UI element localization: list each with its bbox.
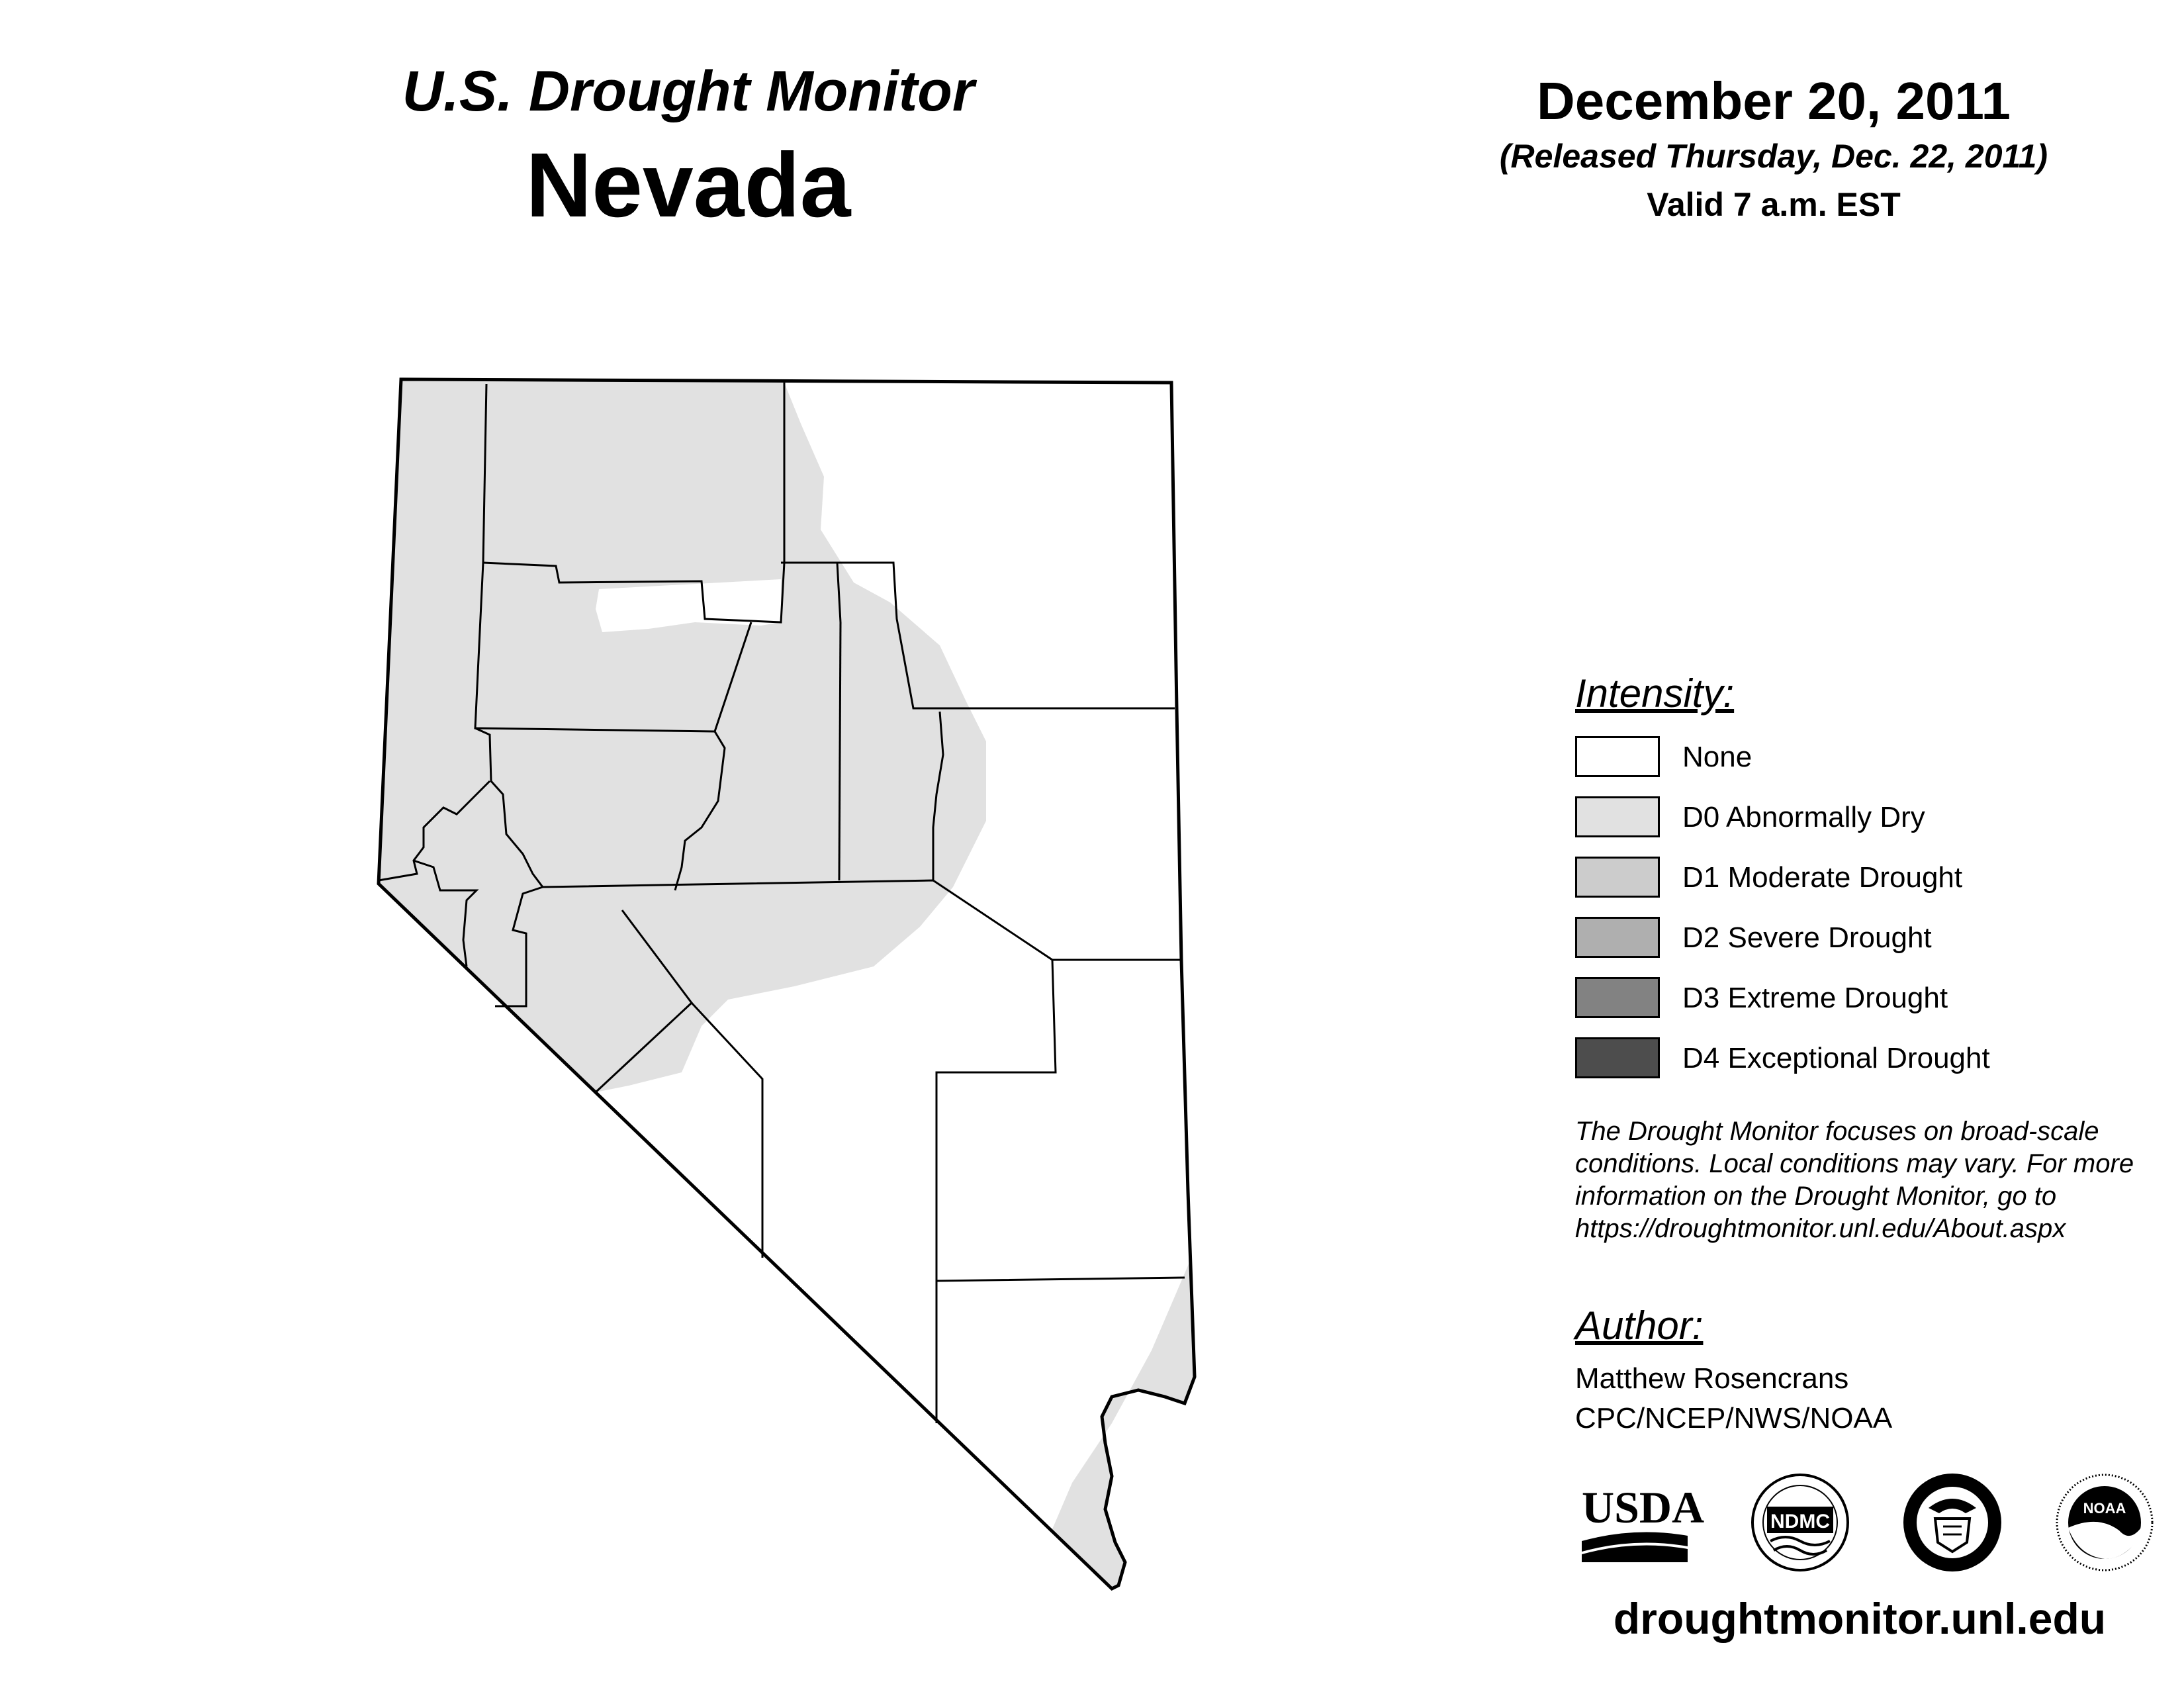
d0-areas (379, 379, 1195, 1589)
state-name: Nevada (525, 134, 851, 236)
noaa-logo-text: NOAA (2083, 1500, 2126, 1517)
disclaimer-line: conditions. Local conditions may vary. For more (1575, 1149, 2134, 1178)
d0-area-south (1052, 1261, 1195, 1589)
legend-title: Intensity: (1575, 671, 1735, 716)
d0-area-northwest (379, 379, 986, 1092)
legend-swatch-d2 (1575, 917, 1660, 958)
release-date: (Released Thursday, Dec. 22, 2011) (1499, 138, 2048, 175)
legend-item-d0 (1575, 796, 2171, 840)
author-heading: Author: (1575, 1303, 1704, 1348)
author-org: CPC/NCEP/NWS/NOAA (1575, 1402, 1893, 1434)
legend-swatch-d4 (1575, 1037, 1660, 1078)
website-link[interactable]: droughtmonitor.unl.edu (1613, 1594, 2107, 1643)
disclaimer-line: The Drought Monitor focuses on broad-scale (1575, 1117, 2099, 1146)
legend-label-d2: D2 Severe Drought (1682, 921, 1932, 954)
legend-item-d2 (1575, 917, 2171, 961)
author-name: Matthew Rosencrans (1575, 1362, 1849, 1395)
valid-time: Valid 7 a.m. EST (1647, 186, 1901, 223)
legend-swatch-d1 (1575, 857, 1660, 898)
legend-label-none: None (1682, 741, 1752, 773)
legend-label-d3: D3 Extreme Drought (1682, 982, 1948, 1014)
legend-item-d4 (1575, 1037, 2171, 1081)
legend-swatch-none (1575, 736, 1660, 777)
legend-item-none (1575, 736, 2171, 780)
disclaimer-line: information on the Drought Monitor, go to (1575, 1182, 2057, 1211)
disclaimer-link[interactable]: https://droughtmonitor.unl.edu/About.aspx (1575, 1214, 2066, 1243)
map-date: December 20, 2011 (1536, 71, 2011, 130)
doc-seal-icon (1903, 1474, 2001, 1571)
ndmc-logo-icon (1752, 1475, 1848, 1570)
ndmc-logo-text: NDMC (1770, 1511, 1830, 1532)
legend-label-d4: D4 Exceptional Drought (1682, 1042, 1990, 1074)
usda-logo-text: USDA (1582, 1482, 1705, 1532)
legend-item-d3 (1575, 977, 2171, 1021)
legend-label-d0: D0 Abnormally Dry (1682, 801, 1925, 833)
noaa-logo-icon (2057, 1475, 2152, 1570)
legend-label-d1: D1 Moderate Drought (1682, 861, 1963, 894)
partner-logos (1582, 1470, 2177, 1575)
legend-swatch-d0 (1575, 796, 1660, 837)
usda-logo-icon (1582, 1482, 1704, 1562)
legend-swatch-d3 (1575, 977, 1660, 1018)
disclaimer-text (1575, 1115, 2171, 1245)
legend-item-d1 (1575, 857, 2171, 900)
map-title: U.S. Drought Monitor (402, 60, 975, 123)
